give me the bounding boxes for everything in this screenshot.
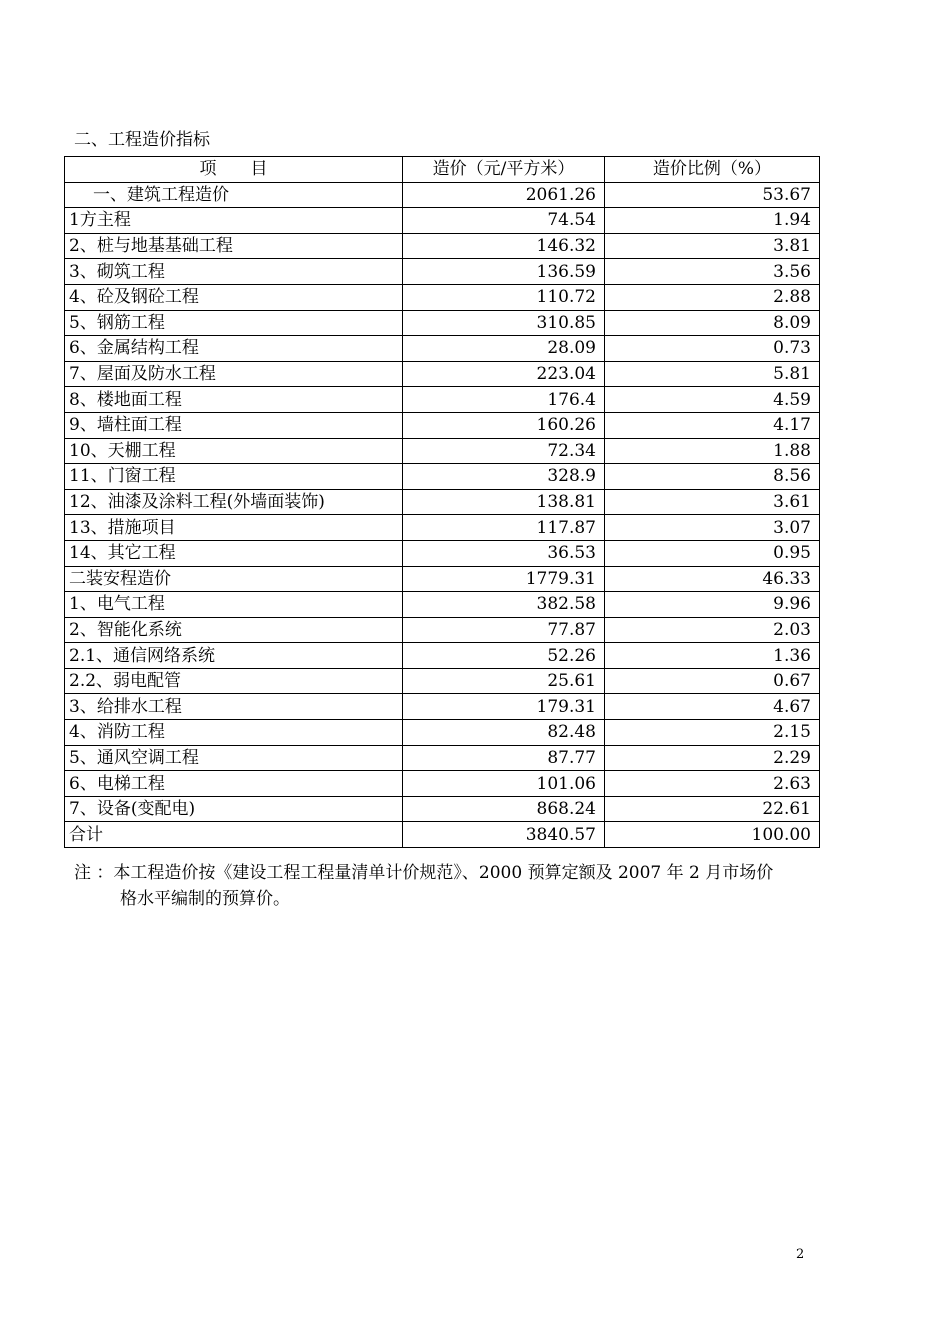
row-item-name: 7、屋面及防水工程 <box>65 361 403 387</box>
table-row <box>65 592 820 618</box>
row-cost-value: 72.34 <box>403 438 605 464</box>
row-item-name: 13、措施项目 <box>65 515 403 541</box>
table-row <box>65 643 820 669</box>
row-item-name: 11、门窗工程 <box>65 464 403 490</box>
table-row <box>65 796 820 822</box>
row-cost-value: 382.58 <box>403 592 605 618</box>
table-row <box>65 233 820 259</box>
page-number: 2 <box>796 1247 805 1262</box>
row-item-name: 10、天棚工程 <box>65 438 403 464</box>
row-cost-value: 146.32 <box>403 233 605 259</box>
row-cost-value: 1779.31 <box>403 566 605 592</box>
row-ratio-value: 2.88 <box>605 284 820 310</box>
row-cost-value: 77.87 <box>403 617 605 643</box>
row-item-name: 12、油漆及涂料工程(外墙面装饰) <box>65 489 403 515</box>
row-ratio-value: 46.33 <box>605 566 820 592</box>
header-cost: 造价（元/平方米） <box>403 157 605 183</box>
table-row <box>65 515 820 541</box>
row-cost-value: 136.59 <box>403 259 605 285</box>
row-ratio-value: 3.07 <box>605 515 820 541</box>
table-row <box>65 745 820 771</box>
row-item-name: 合计 <box>65 822 403 848</box>
row-ratio-value: 9.96 <box>605 592 820 618</box>
row-ratio-value: 2.29 <box>605 745 820 771</box>
row-item-name: 1方主程 <box>65 208 403 234</box>
row-cost-value: 328.9 <box>403 464 605 490</box>
table-row <box>65 361 820 387</box>
header-ratio: 造价比例（%） <box>605 157 820 183</box>
row-item-name: 3、砌筑工程 <box>65 259 403 285</box>
row-ratio-value: 3.56 <box>605 259 820 285</box>
row-ratio-value: 4.59 <box>605 387 820 413</box>
table-row <box>65 489 820 515</box>
table-row <box>65 387 820 413</box>
row-ratio-value: 0.67 <box>605 668 820 694</box>
row-cost-value: 101.06 <box>403 771 605 797</box>
row-cost-value: 3840.57 <box>403 822 605 848</box>
row-ratio-value: 8.09 <box>605 310 820 336</box>
row-cost-value: 110.72 <box>403 284 605 310</box>
row-ratio-value: 100.00 <box>605 822 820 848</box>
row-ratio-value: 5.81 <box>605 361 820 387</box>
row-cost-value: 25.61 <box>403 668 605 694</box>
footnote-line-1: 注 ：本工程造价按《建设工程工程量清单计价规范》、2000 预算定额及 2007 年 2 月市场价 <box>74 863 774 883</box>
row-cost-value: 36.53 <box>403 540 605 566</box>
table-row <box>65 822 820 848</box>
row-item-name: 9、墙柱面工程 <box>65 412 403 438</box>
table-row <box>65 566 820 592</box>
row-cost-value: 179.31 <box>403 694 605 720</box>
row-item-name: 2.1、通信网络系统 <box>65 643 403 669</box>
table-row <box>65 668 820 694</box>
row-ratio-value: 0.73 <box>605 336 820 362</box>
row-ratio-value: 4.67 <box>605 694 820 720</box>
table-row <box>65 438 820 464</box>
footnote <box>74 860 819 912</box>
row-ratio-value: 2.03 <box>605 617 820 643</box>
row-cost-value: 138.81 <box>403 489 605 515</box>
table-row <box>65 208 820 234</box>
row-cost-value: 176.4 <box>403 387 605 413</box>
cost-index-table <box>64 156 820 848</box>
row-item-name: 14、其它工程 <box>65 540 403 566</box>
table-row <box>65 336 820 362</box>
row-ratio-value: 2.63 <box>605 771 820 797</box>
table-row <box>65 310 820 336</box>
row-ratio-value: 3.61 <box>605 489 820 515</box>
row-ratio-value: 1.88 <box>605 438 820 464</box>
row-cost-value: 868.24 <box>403 796 605 822</box>
table-row <box>65 617 820 643</box>
row-ratio-value: 4.17 <box>605 412 820 438</box>
row-cost-value: 223.04 <box>403 361 605 387</box>
table-row <box>65 540 820 566</box>
table-row <box>65 771 820 797</box>
table-row <box>65 464 820 490</box>
row-item-name: 3、给排水工程 <box>65 694 403 720</box>
table-body <box>65 182 820 847</box>
row-cost-value: 310.85 <box>403 310 605 336</box>
row-ratio-value: 3.81 <box>605 233 820 259</box>
table-row <box>65 694 820 720</box>
table-header-row <box>65 157 820 183</box>
row-ratio-value: 8.56 <box>605 464 820 490</box>
footnote-line-2: 格水平编制的预算价。 <box>120 889 290 909</box>
row-cost-value: 74.54 <box>403 208 605 234</box>
row-ratio-value: 53.67 <box>605 182 820 208</box>
row-item-name: 4、砼及钢砼工程 <box>65 284 403 310</box>
row-ratio-value: 2.15 <box>605 720 820 746</box>
header-item: 项 目 <box>65 157 403 183</box>
table-row <box>65 412 820 438</box>
row-cost-value: 52.26 <box>403 643 605 669</box>
row-cost-value: 28.09 <box>403 336 605 362</box>
table-row <box>65 284 820 310</box>
row-item-name: 2.2、弱电配管 <box>65 668 403 694</box>
row-item-name: 6、金属结构工程 <box>65 336 403 362</box>
row-ratio-value: 22.61 <box>605 796 820 822</box>
row-item-name: 7、设备(变配电) <box>65 796 403 822</box>
row-ratio-value: 1.94 <box>605 208 820 234</box>
row-item-name: 二装安程造价 <box>65 566 403 592</box>
section-title: 二、工程造价指标 <box>74 130 210 150</box>
row-item-name: 2、智能化系统 <box>65 617 403 643</box>
table-row <box>65 259 820 285</box>
row-item-name: 5、通风空调工程 <box>65 745 403 771</box>
row-ratio-value: 1.36 <box>605 643 820 669</box>
row-ratio-value: 0.95 <box>605 540 820 566</box>
row-item-name: 4、消防工程 <box>65 720 403 746</box>
row-item-name: 8、楼地面工程 <box>65 387 403 413</box>
table-row <box>65 720 820 746</box>
row-cost-value: 82.48 <box>403 720 605 746</box>
row-cost-value: 117.87 <box>403 515 605 541</box>
row-cost-value: 87.77 <box>403 745 605 771</box>
row-cost-value: 160.26 <box>403 412 605 438</box>
row-item-name: 2、桩与地基基础工程 <box>65 233 403 259</box>
row-item-name: 一、建筑工程造价 <box>65 182 403 208</box>
table-row <box>65 182 820 208</box>
row-item-name: 6、电梯工程 <box>65 771 403 797</box>
row-item-name: 1、电气工程 <box>65 592 403 618</box>
row-item-name: 5、钢筋工程 <box>65 310 403 336</box>
row-cost-value: 2061.26 <box>403 182 605 208</box>
